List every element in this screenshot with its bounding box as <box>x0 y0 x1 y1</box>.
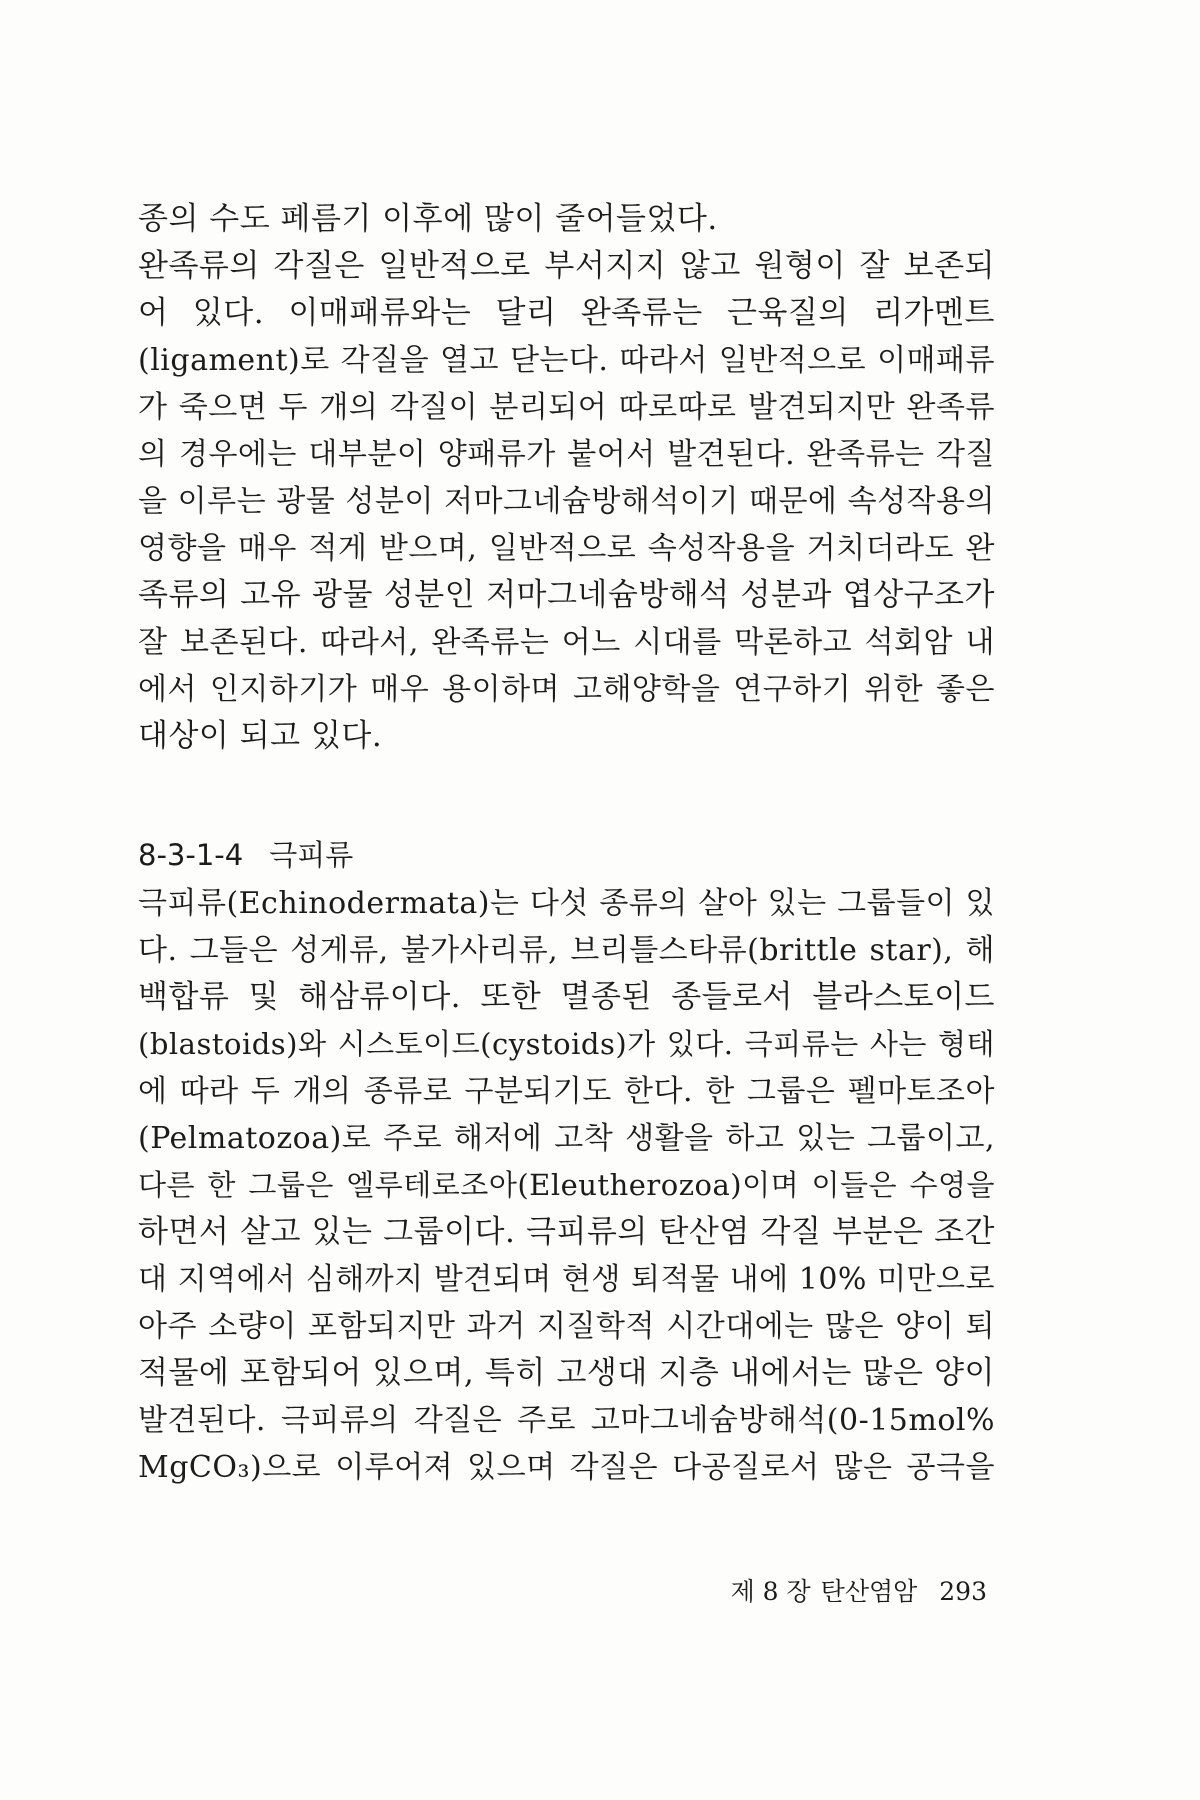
section-heading <box>138 830 995 880</box>
text-line: 영향을 매우 적게 받으며, 일반적으로 속성작용을 거치더라도 완 <box>138 531 995 566</box>
text-line: 하면서 살고 있는 그룹이다. 극피류의 탄산염 각질 부분은 조간 <box>138 1214 995 1250</box>
page-footer <box>721 1572 987 1608</box>
text-line: 완족류의 각질은 일반적으로 부서지지 않고 원형이 잘 보존되 <box>138 248 995 284</box>
text-line: (blastoids)와 시스토이드(cystoids)가 있다. 극피류는 사는 형태 <box>138 1027 995 1061</box>
text-line: 종의 수도 페름기 이후에 많이 줄어들었다. <box>138 201 718 237</box>
section-spacer <box>138 760 995 830</box>
text-line: (ligament)로 각질을 열고 닫는다. 따라서 일반적으로 이매패류 <box>138 343 995 378</box>
text-line: 적물에 포함되어 있으며, 특히 고생대 지층 내에서는 많은 양이 <box>138 1355 995 1391</box>
text-line: 아주 소량이 포함되지만 과거 지질학적 시간대에는 많은 양이 퇴 <box>138 1309 995 1344</box>
text-line: 다른 한 그룹은 엘루테로조아(Eleutherozoa)이며 이들은 수영을 <box>138 1168 995 1202</box>
text-line: 에 따라 두 개의 종류로 구분되기도 한다. 한 그룹은 펠마토조아 <box>138 1074 995 1109</box>
text-line: 백합류 및 해삼류이다. 또한 멸종된 종들로서 블라스토이드 <box>138 979 995 1015</box>
text-line: 극피류(Echinodermata)는 다섯 종류의 살아 있는 그룹들이 있 <box>138 886 995 921</box>
paragraph-1 <box>138 196 995 243</box>
page-number: 293 <box>939 1577 987 1606</box>
text-line: 을 이루는 광물 성분이 저마그네슘방해석이기 때문에 속성작용의 <box>138 484 995 519</box>
chapter-title: 탄산염암 <box>820 1577 918 1606</box>
text-line: 다. 그들은 성게류, 불가사리류, 브리틀스타류(brittle star), 해 <box>138 933 995 968</box>
text-line: (Pelmatozoa)로 주로 해저에 고착 생활을 하고 있는 그룹이고, <box>138 1121 995 1156</box>
text-line: MgCO₃)으로 이루어져 있으며 각질은 다공질로서 많은 공극을 <box>138 1450 995 1485</box>
text-line: 발견된다. 극피류의 각질은 주로 고마그네슘방해석(0-15mol% <box>138 1403 995 1438</box>
text-line: 의 경우에는 대부분이 양패류가 붙어서 발견된다. 완족류는 각질 <box>138 437 995 472</box>
section-number: 8-3-1-4 <box>138 838 244 872</box>
text-line: 대상이 되고 있다. <box>138 718 383 754</box>
paragraph-3 <box>138 880 995 1491</box>
paragraph-2 <box>138 243 995 760</box>
text-line: 잘 보존된다. 따라서, 완족류는 어느 시대를 막론하고 석회암 내 <box>138 625 995 660</box>
text-line: 에서 인지하기가 매우 용이하며 고해양학을 연구하기 위한 좋은 <box>138 672 995 707</box>
chapter-label: 제 8 장 <box>730 1577 811 1606</box>
body-text <box>138 196 995 1491</box>
text-line: 어 있다. 이매패류와는 달리 완족류는 근육질의 리가멘트 <box>138 295 995 331</box>
text-line: 족류의 고유 광물 성분인 저마그네슘방해석 성분과 엽상구조가 <box>138 577 995 613</box>
text-line: 대 지역에서 심해까지 발견되며 현생 퇴적물 내에 10% 미만으로 <box>138 1262 995 1297</box>
text-line: 가 죽으면 두 개의 각질이 분리되어 따로따로 발견되지만 완족류 <box>138 390 995 425</box>
section-title: 극피류 <box>269 838 354 872</box>
